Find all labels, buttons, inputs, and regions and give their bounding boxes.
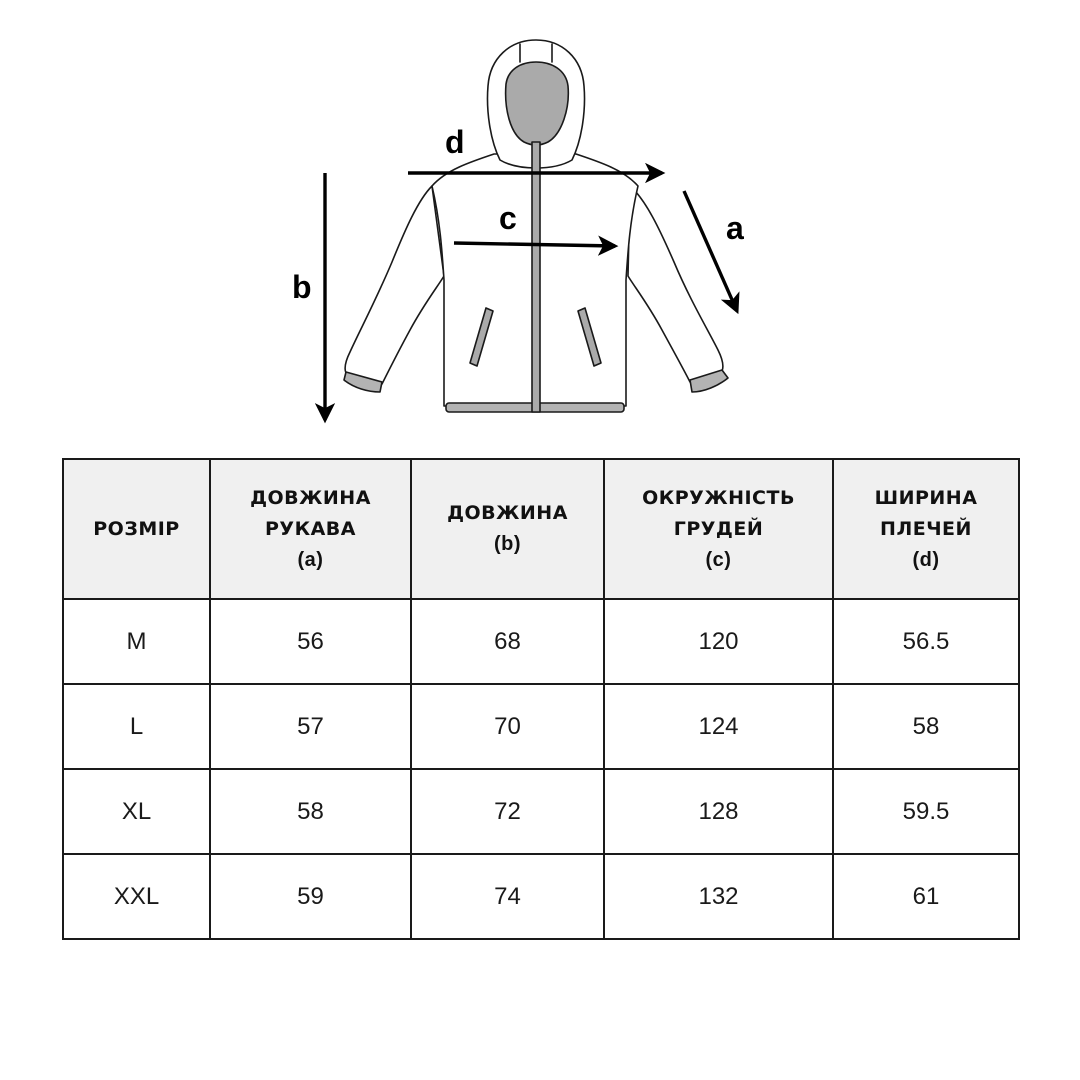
header-chest: [604, 459, 833, 599]
header-line: ГРУДЕЙ: [673, 517, 764, 540]
zipper: [532, 142, 540, 412]
arrow-a: [684, 191, 737, 311]
header-line: РУКАВА: [265, 517, 356, 540]
label-a: a: [726, 210, 744, 246]
header-code: (a): [297, 548, 324, 571]
header-shoulders: [833, 459, 1019, 599]
cell-length: 72: [411, 769, 604, 854]
cell-shoulders: 56.5: [833, 599, 1019, 684]
cell-chest: 120: [604, 599, 833, 684]
cell-chest: 124: [604, 684, 833, 769]
header-length: [411, 459, 604, 599]
header-line: РОЗМІР: [93, 517, 180, 540]
cell-size: L: [63, 684, 210, 769]
label-b: b: [292, 269, 312, 305]
cell-shoulders: 61: [833, 854, 1019, 939]
table-row: [63, 769, 1019, 854]
size-chart-table: [62, 458, 1020, 940]
header-line: ДОВЖИНА: [250, 486, 371, 509]
table-header-row: [63, 459, 1019, 599]
header-line: ШИРИНА: [874, 486, 978, 509]
cell-shoulders: 58: [833, 684, 1019, 769]
table-row: [63, 599, 1019, 684]
table-row: [63, 684, 1019, 769]
cell-sleeve-length: 56: [210, 599, 411, 684]
cell-chest: 128: [604, 769, 833, 854]
header-size: [63, 459, 210, 599]
cell-shoulders: 59.5: [833, 769, 1019, 854]
header-code: (d): [912, 548, 940, 571]
left-sleeve: [345, 186, 444, 384]
cell-size: XXL: [63, 854, 210, 939]
header-line: ДОВЖИНА: [447, 502, 568, 524]
right-sleeve: [628, 186, 723, 382]
table-row: [63, 854, 1019, 939]
header-line: ПЛЕЧЕЙ: [880, 517, 972, 540]
cell-sleeve-length: 57: [210, 684, 411, 769]
jacket-measurement-diagram: [0, 0, 1080, 440]
cell-length: 70: [411, 684, 604, 769]
jacket-illustration: [344, 40, 728, 412]
cell-sleeve-length: 58: [210, 769, 411, 854]
cell-length: 68: [411, 599, 604, 684]
header-line: ОКРУЖНІСТЬ: [642, 486, 795, 509]
header-code: (b): [493, 533, 522, 555]
header-code: (c): [705, 548, 732, 571]
label-c: c: [499, 200, 517, 236]
label-d: d: [445, 124, 465, 160]
cell-size: XL: [63, 769, 210, 854]
cell-size: M: [63, 599, 210, 684]
cell-chest: 132: [604, 854, 833, 939]
cell-sleeve-length: 59: [210, 854, 411, 939]
cell-length: 74: [411, 854, 604, 939]
header-sleeve-length: [210, 459, 411, 599]
